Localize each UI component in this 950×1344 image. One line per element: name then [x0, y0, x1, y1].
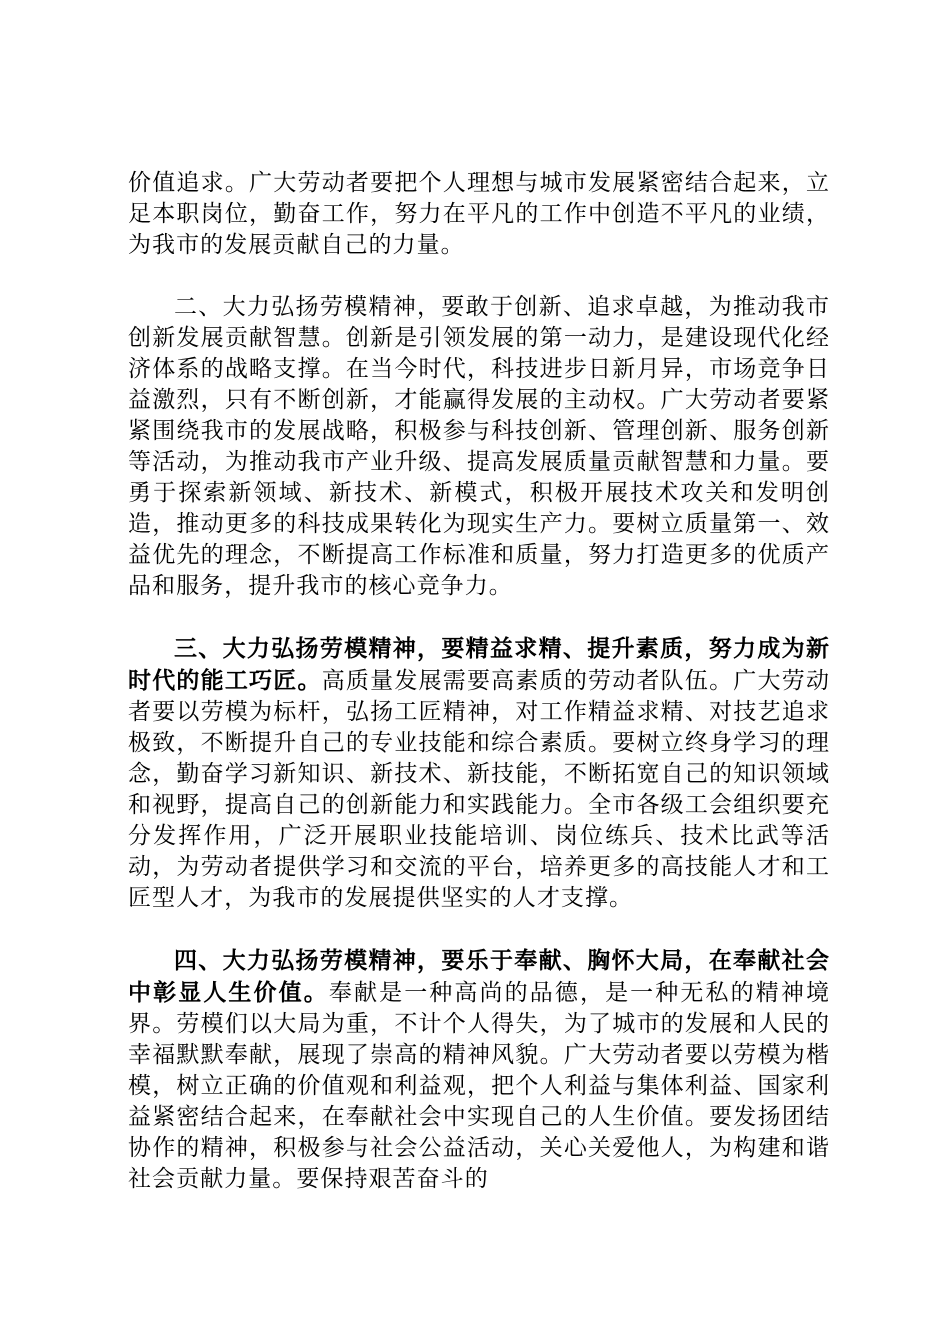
section-heading-bold: 三、大力弘扬劳模精神，要精益求精、提升素质，努力成为新时代的能工巧匠。 [128, 635, 830, 694]
section-heading-bold: 四、大力弘扬劳模精神，要乐于奉献、胸怀大局，在奉献社会中彰显人生价值。 [128, 947, 830, 1006]
paragraph-section-three [128, 633, 830, 914]
paragraph-body: 高质量发展需要高素质的劳动者队伍。广大劳动者要以劳模为标杆，弘扬工匠精神，对工作精益求精、对技艺追求极致，不断提升自己的专业技能和综合素质。要树立终身学习的理念，勤奋学习新知识、新技术、新技能，不断拓宽自己的知识领域和视野，提高自己的创新能力和实践能力。全市各级工会组织要充分发挥作用，广泛开展职业技能培训、岗位练兵、技术比武等活动，为劳动者提供学习和交流的平台，培养更多的高技能人才和工匠型人才，为我市的发展提供坚实的人才支撑。 [128, 668, 830, 911]
paragraph-section-four [128, 945, 830, 1195]
paragraph-body: 二、大力弘扬劳模精神，要敢于创新、追求卓越，为推动我市创新发展贡献智慧。创新是引领发展的第一动力，是建设现代化经济体系的战略支撑。在当今时代，科技进步日新月异，市场竞争日益激烈，只有不断创新，才能赢得发展的主动权。广大劳动者要紧紧围绕我市的发展战略，积极参与科技创新、管理创新、服务创新等活动，为推动我市产业升级、提高发展质量贡献智慧和力量。要勇于探索新领域、新技术、新模式，积极开展技术攻关和发明创造，推动更多的科技成果转化为现实生产力。要树立质量第一、效益优先的理念，不断提高工作标准和质量，努力打造更多的优质产品和服务，提升我市的核心竞争力。 [128, 294, 830, 599]
paragraph-body: 奉献是一种高尚的品德，是一种无私的精神境界。劳模们以大局为重，不计个人得失，为了城市的发展和人民的幸福默默奉献，展现了崇高的精神风貌。广大劳动者要以劳模为楷模，树立正确的价值观和利益观，把个人利益与集体利益、国家利益紧密结合起来，在奉献社会中实现自己的人生价值。要发扬团结协作的精神，积极参与社会公益活动，关心关爱他人，为构建和谐社会贡献力量。要保持艰苦奋斗的 [128, 980, 830, 1192]
document-page [128, 168, 830, 1195]
paragraph-body: 价值追求。广大劳动者要把个人理想与城市发展紧密结合起来，立足本职岗位，勤奋工作，努力在平凡的工作中创造不平凡的业绩，为我市的发展贡献自己的力量。 [128, 170, 830, 258]
paragraph-section-two [128, 292, 830, 602]
paragraph-continuation [128, 168, 830, 261]
